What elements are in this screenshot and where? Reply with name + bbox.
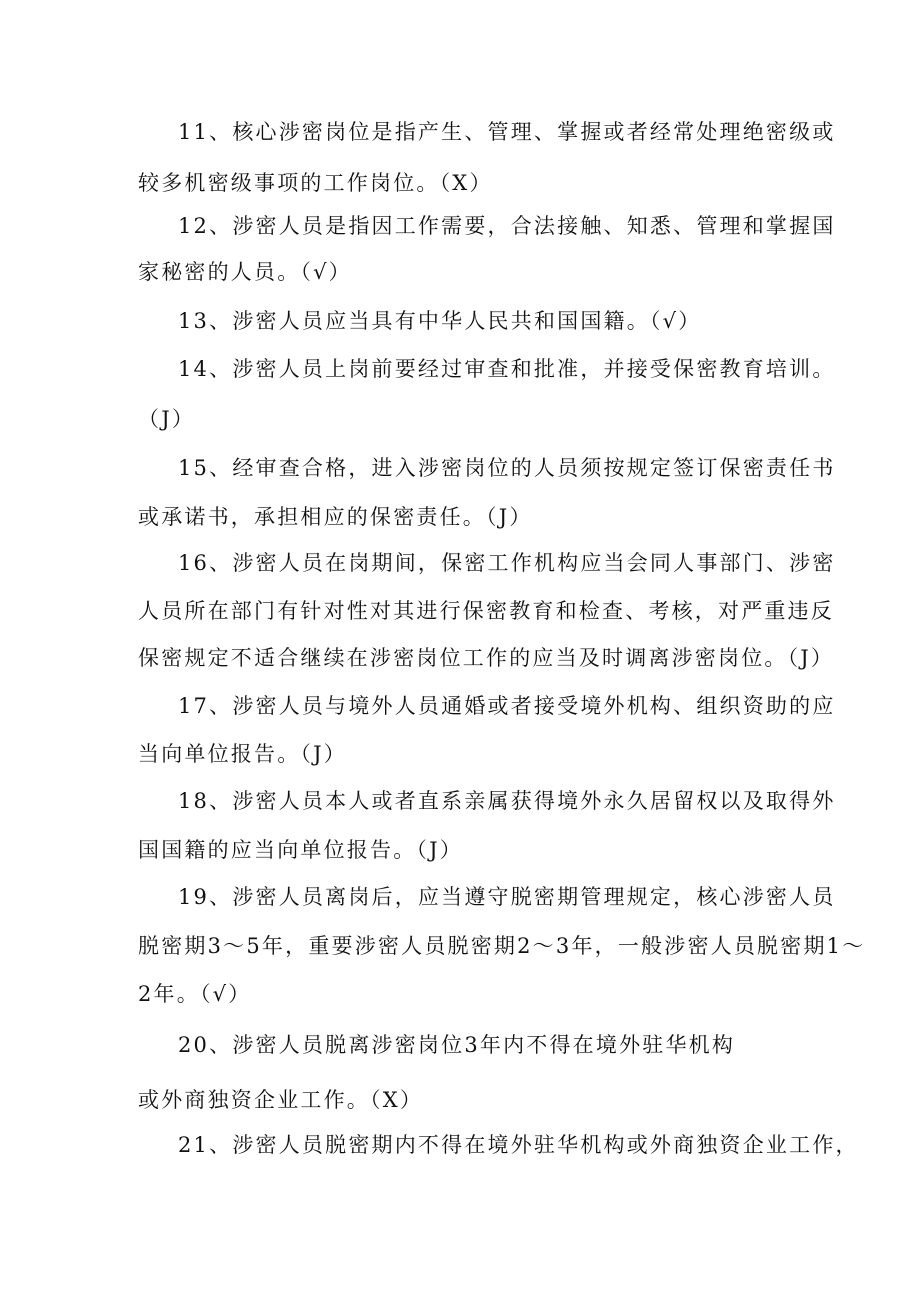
- paragraph-15-line-2: 或承诺书，承担相应的保密责任。（J）: [138, 505, 533, 529]
- paragraph-14-line-1: 14、涉密人员上岗前要经过审查和批准，并接受保密教育培训。: [178, 357, 836, 381]
- paragraph-16-line-1: 16、涉密人员在岗期间，保密工作机构应当会同人事部门、涉密: [178, 551, 836, 575]
- paragraph-16-line-3: 保密规定不适合继续在涉密岗位工作的应当及时调离涉密岗位。（J）: [138, 646, 835, 670]
- paragraph-21-line-1: 21、涉密人员脱密期内不得在境外驻华机构或外商独资企业工作，: [178, 1133, 859, 1157]
- paragraph-12-line-2: 家秘密的人员。（√）: [138, 260, 352, 284]
- paragraph-12-line-1: 12、涉密人员是指因工作需要，合法接触、知悉、管理和掌握国: [178, 214, 836, 238]
- paragraph-20-line-2: 或外商独资企业工作。（X）: [138, 1088, 424, 1112]
- paragraph-11-line-2: 较多机密级事项的工作岗位。（X）: [138, 171, 493, 195]
- paragraph-19-line-2: 脱密期3～5年，重要涉密人员脱密期2～3年，一般涉密人员脱密期1～: [138, 934, 866, 958]
- paragraph-19-line-1: 19、涉密人员离岗后，应当遵守脱密期管理规定，核心涉密人员: [178, 885, 836, 909]
- paragraph-20-line-1: 20、涉密人员脱离涉密岗位3年内不得在境外驻华机构: [178, 1033, 736, 1057]
- paragraph-18-line-1: 18、涉密人员本人或者直系亲属获得境外永久居留权以及取得外: [178, 789, 836, 813]
- paragraph-13-line-1: 13、涉密人员应当具有中华人民共和国国籍。（√）: [178, 309, 702, 333]
- paragraph-17-line-2: 当向单位报告。（J）: [138, 742, 347, 766]
- paragraph-16-line-2: 人员所在部门有针对性对其进行保密教育和检查、考核，对严重违反: [138, 599, 834, 623]
- paragraph-14-line-2: （J）: [138, 407, 196, 431]
- paragraph-17-line-1: 17、涉密人员与境外人员通婚或者接受境外机构、组织资助的应: [178, 694, 836, 718]
- paragraph-11-line-1: 11、核心涉密岗位是指产生、管理、掌握或者经常处理绝密级或: [178, 120, 836, 144]
- paragraph-19-line-3: 2年。（√）: [138, 982, 252, 1006]
- paragraph-18-line-2: 国国籍的应当向单位报告。（J）: [138, 838, 463, 862]
- paragraph-15-line-1: 15、经审查合格，进入涉密岗位的人员须按规定签订保密责任书: [178, 456, 836, 480]
